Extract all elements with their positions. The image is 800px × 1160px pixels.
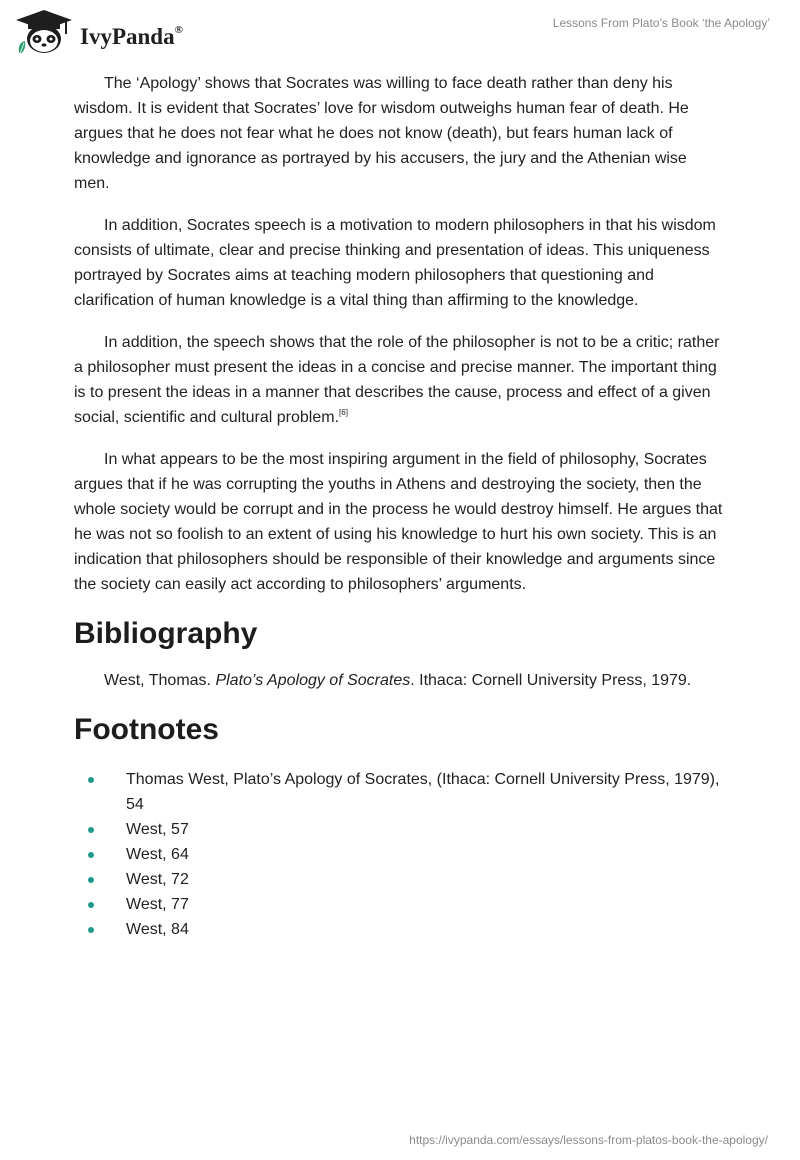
bibliography-book-title: Plato’s Apology of Socrates <box>215 672 411 689</box>
footnote-reference[interactable]: [6] <box>339 408 348 417</box>
footnote-item <box>74 892 726 917</box>
paragraph: The ‘Apology’ shows that Socrates was willing to face death rather than deny his wisdom. It is evident that Socrates’ love for wisdom outweighs human fear of death. He argues that he does not fear what he does not know (death), but fears human lack of knowledge and ignorance as portrayed by his accusers, the jury and the Athenian wise men. <box>74 75 689 192</box>
essay-content <box>74 71 726 942</box>
panda-icon <box>14 8 74 58</box>
page-header <box>0 0 800 70</box>
footnotes-heading: Footnotes <box>74 713 219 746</box>
footnote-text: West, 64 <box>126 846 189 863</box>
bibliography-entry <box>74 668 726 693</box>
footnote-item <box>74 767 726 817</box>
paragraph-text: In addition, the speech shows that the role of the philosopher is not to be a critic; rather a philosopher must present the ideas in a concise and precise manner. The important thing is to present the ideas in a manner that describes the cause, process and effect of a given social, scientific and cultural problem. <box>74 334 720 426</box>
bibliography-publisher: . Ithaca: Cornell University Press, 1979. <box>410 672 692 689</box>
paragraph: In addition, Socrates speech is a motivation to modern philosophers in that his wisdom consists of ultimate, clear and precise thinking and presentation of ideas. This uniqueness portrayed by Socrates aims at teaching modern philosophers that questioning and clarification of human knowledge is a vital thing than affirming to the knowledge. <box>74 217 716 309</box>
registered-mark: ® <box>174 24 183 37</box>
bullet-icon <box>88 777 94 783</box>
brand-text: IvyPanda <box>80 24 175 49</box>
bullet-icon <box>88 877 94 883</box>
paragraph <box>74 330 726 430</box>
footnote-item <box>74 867 726 892</box>
footnote-item <box>74 842 726 867</box>
bibliography-author: West, Thomas. <box>104 672 216 689</box>
footnotes-list <box>74 767 726 942</box>
bibliography-heading: Bibliography <box>74 617 258 650</box>
bullet-icon <box>88 927 94 933</box>
document-title: Lessons From Plato’s Book ‘the Apology’ <box>552 16 770 30</box>
brand-name <box>80 24 183 50</box>
footnote-text: Thomas West, Plato’s Apology of Socrates, (Ithaca: Cornell University Press, 1979), 54 <box>126 771 720 813</box>
footnote-item <box>74 817 726 842</box>
paragraph: In what appears to be the most inspiring argument in the field of philosophy, Socrates argues that if he was corrupting the youths in Athens and destroying the society, then the whole society would be corrupt and in the process he would destroy himself. He argues that he was not so foolish to an extent of using his knowledge to hurt his own society. This is an indication that philosophers should be responsible of their knowledge and arguments since the society can easily act according to philosophers’ arguments. <box>74 451 723 593</box>
footnote-text: West, 72 <box>126 871 189 888</box>
footnote-text: West, 77 <box>126 896 189 913</box>
page-url[interactable]: https://ivypanda.com/essays/lessons-from-platos-book-the-apology/ <box>409 1133 768 1147</box>
bullet-icon <box>88 852 94 858</box>
bullet-icon <box>88 902 94 908</box>
footnote-text: West, 57 <box>126 821 189 838</box>
ivypanda-logo[interactable] <box>14 8 194 60</box>
footnote-item <box>74 917 726 942</box>
bullet-icon <box>88 827 94 833</box>
footnote-text: West, 84 <box>126 921 189 938</box>
